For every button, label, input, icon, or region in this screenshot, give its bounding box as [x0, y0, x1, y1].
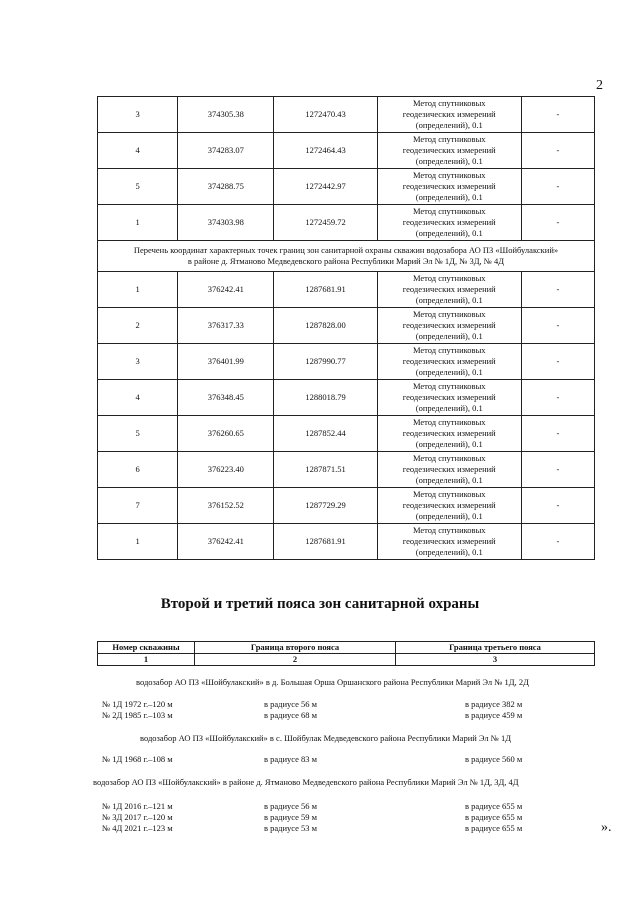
method-cell: Метод спутниковых геодезических измерений (определений), 0.1: [377, 488, 521, 524]
method-cell: Метод спутниковых геодезических измерений (определений), 0.1: [377, 452, 521, 488]
method-cell: Метод спутниковых геодезических измерений (определений), 0.1: [377, 169, 521, 205]
dash-cell: -: [521, 169, 594, 205]
dash-cell: -: [521, 488, 594, 524]
coord-x: 376348.45: [178, 380, 274, 416]
third-zone-radius: в радиусе 655 м: [465, 823, 523, 833]
coord-y: 1287852.44: [274, 416, 377, 452]
coord-y: 1287681.91: [274, 272, 377, 308]
table-row: [98, 416, 595, 452]
dash-cell: -: [521, 416, 594, 452]
coord-x: 374305.38: [178, 97, 274, 133]
method-cell: Метод спутниковых геодезических измерений (определений), 0.1: [377, 344, 521, 380]
coord-x: 376401.99: [178, 344, 274, 380]
method-cell: Метод спутниковых геодезических измерений (определений), 0.1: [377, 416, 521, 452]
point-number: 4: [98, 133, 178, 169]
point-number: 5: [98, 169, 178, 205]
method-cell: Метод спутниковых геодезических измерений (определений), 0.1: [377, 133, 521, 169]
point-number: 3: [98, 97, 178, 133]
dash-cell: -: [521, 524, 594, 560]
well-entry: № 3Д 2017 г.–120 м: [102, 812, 173, 822]
well-entry: № 1Д 1972 г.–120 м: [102, 699, 173, 709]
table-row: [98, 452, 595, 488]
zones-header-table: [97, 641, 595, 666]
point-number: 4: [98, 380, 178, 416]
point-number: 2: [98, 308, 178, 344]
point-number: 6: [98, 452, 178, 488]
zones-header-row: [98, 642, 595, 654]
point-number: 5: [98, 416, 178, 452]
well-entry: № 4Д 2021 г.–123 м: [102, 823, 173, 833]
table-row: [98, 308, 595, 344]
method-cell: Метод спутниковых геодезических измерений (определений), 0.1: [377, 380, 521, 416]
section-title: Второй и третий пояса зон санитарной охраны: [160, 596, 480, 612]
method-cell: Метод спутниковых геодезических измерений (определений), 0.1: [377, 524, 521, 560]
third-zone-radius: в радиусе 382 м: [465, 699, 523, 709]
header-num-2: 2: [195, 654, 396, 666]
table-row: [98, 169, 595, 205]
header-num-1: 1: [98, 654, 195, 666]
table-row: [98, 524, 595, 560]
table-row: [98, 344, 595, 380]
section-header-cell: Перечень координат характерных точек границ зон санитарной охраны скважин водозабора АО ПЗ «Шойбулакский» в районе д. Ятманово Медведевского района Республики Марий Эл № 1Д, № 3Д, № 4Д: [98, 241, 595, 272]
dash-cell: -: [521, 344, 594, 380]
coord-x: 376260.65: [178, 416, 274, 452]
dash-cell: -: [521, 272, 594, 308]
group-title: водозабор АО ПЗ «Шойбулакский» в д. Большая Орша Оршанского района Республики Марий Эл № 1Д, 2Д: [136, 677, 529, 687]
table-row: [98, 488, 595, 524]
group-title: водозабор АО ПЗ «Шойбулакский» в районе д. Ятманово Медведевского района Республики Марий Эл № 1Д, 3Д, 4Д: [93, 777, 519, 787]
point-number: 1: [98, 524, 178, 560]
well-entry: № 2Д 1985 г.–103 м: [102, 710, 173, 720]
coordinates-table: [97, 96, 595, 560]
method-cell: Метод спутниковых геодезических измерений (определений), 0.1: [377, 205, 521, 241]
coord-y: 1287990.77: [274, 344, 377, 380]
dash-cell: -: [521, 380, 594, 416]
second-zone-radius: в радиусе 83 м: [264, 754, 318, 764]
coord-x: 374303.98: [178, 205, 274, 241]
second-zone-radius: в радиусе 59 м: [264, 812, 318, 822]
coord-y: 1272459.72: [274, 205, 377, 241]
point-number: 1: [98, 205, 178, 241]
coord-y: 1288018.79: [274, 380, 377, 416]
table-row: [98, 97, 595, 133]
coord-x: 374283.07: [178, 133, 274, 169]
zones-header-numbers: [98, 654, 595, 666]
dash-cell: -: [521, 97, 594, 133]
second-zone-radius: в радиусе 68 м: [264, 710, 318, 720]
dash-cell: -: [521, 452, 594, 488]
table-row: [98, 205, 595, 241]
method-cell: Метод спутниковых геодезических измерений (определений), 0.1: [377, 272, 521, 308]
third-zone-radius: в радиусе 459 м: [465, 710, 523, 720]
second-zone-radius: в радиусе 56 м: [264, 699, 318, 709]
second-zone-radius: в радиусе 53 м: [264, 823, 318, 833]
coord-y: 1272464.43: [274, 133, 377, 169]
dash-cell: -: [521, 205, 594, 241]
table-row: [98, 133, 595, 169]
well-entry: № 1Д 1968 г.–108 м: [102, 754, 173, 764]
point-number: 1: [98, 272, 178, 308]
coord-x: 376242.41: [178, 272, 274, 308]
coord-x: 376223.40: [178, 452, 274, 488]
coord-y: 1287681.91: [274, 524, 377, 560]
header-third-zone: Граница третьего пояса: [396, 642, 595, 654]
header-well-number: Номер скважины: [98, 642, 195, 654]
table-row: [98, 272, 595, 308]
header-second-zone: Граница второго пояса: [195, 642, 396, 654]
coord-y: 1287828.00: [274, 308, 377, 344]
method-cell: Метод спутниковых геодезических измерений (определений), 0.1: [377, 308, 521, 344]
header-num-3: 3: [396, 654, 595, 666]
coord-x: 376242.41: [178, 524, 274, 560]
third-zone-radius: в радиусе 560 м: [465, 754, 523, 764]
dash-cell: -: [521, 133, 594, 169]
coord-x: 376152.52: [178, 488, 274, 524]
third-zone-radius: в радиусе 655 м: [465, 812, 523, 822]
coord-y: 1272470.43: [274, 97, 377, 133]
coord-x: 376317.33: [178, 308, 274, 344]
well-entry: № 1Д 2016 г.–121 м: [102, 801, 173, 811]
coord-y: 1287729.29: [274, 488, 377, 524]
coord-y: 1272442.97: [274, 169, 377, 205]
page-number: 2: [596, 78, 603, 93]
group-title: водозабор АО ПЗ «Шойбулакский» в с. Шойбулак Медведевского района Республики Марий Эл № 1Д: [140, 733, 512, 743]
point-number: 3: [98, 344, 178, 380]
third-zone-radius: в радиусе 655 м: [465, 801, 523, 811]
dash-cell: -: [521, 308, 594, 344]
table-row: [98, 380, 595, 416]
method-cell: Метод спутниковых геодезических измерений (определений), 0.1: [377, 97, 521, 133]
table-section-header: [98, 241, 595, 272]
point-number: 7: [98, 488, 178, 524]
closing-quote: ».: [601, 820, 612, 835]
second-zone-radius: в радиусе 56 м: [264, 801, 318, 811]
coord-x: 374288.75: [178, 169, 274, 205]
coord-y: 1287871.51: [274, 452, 377, 488]
